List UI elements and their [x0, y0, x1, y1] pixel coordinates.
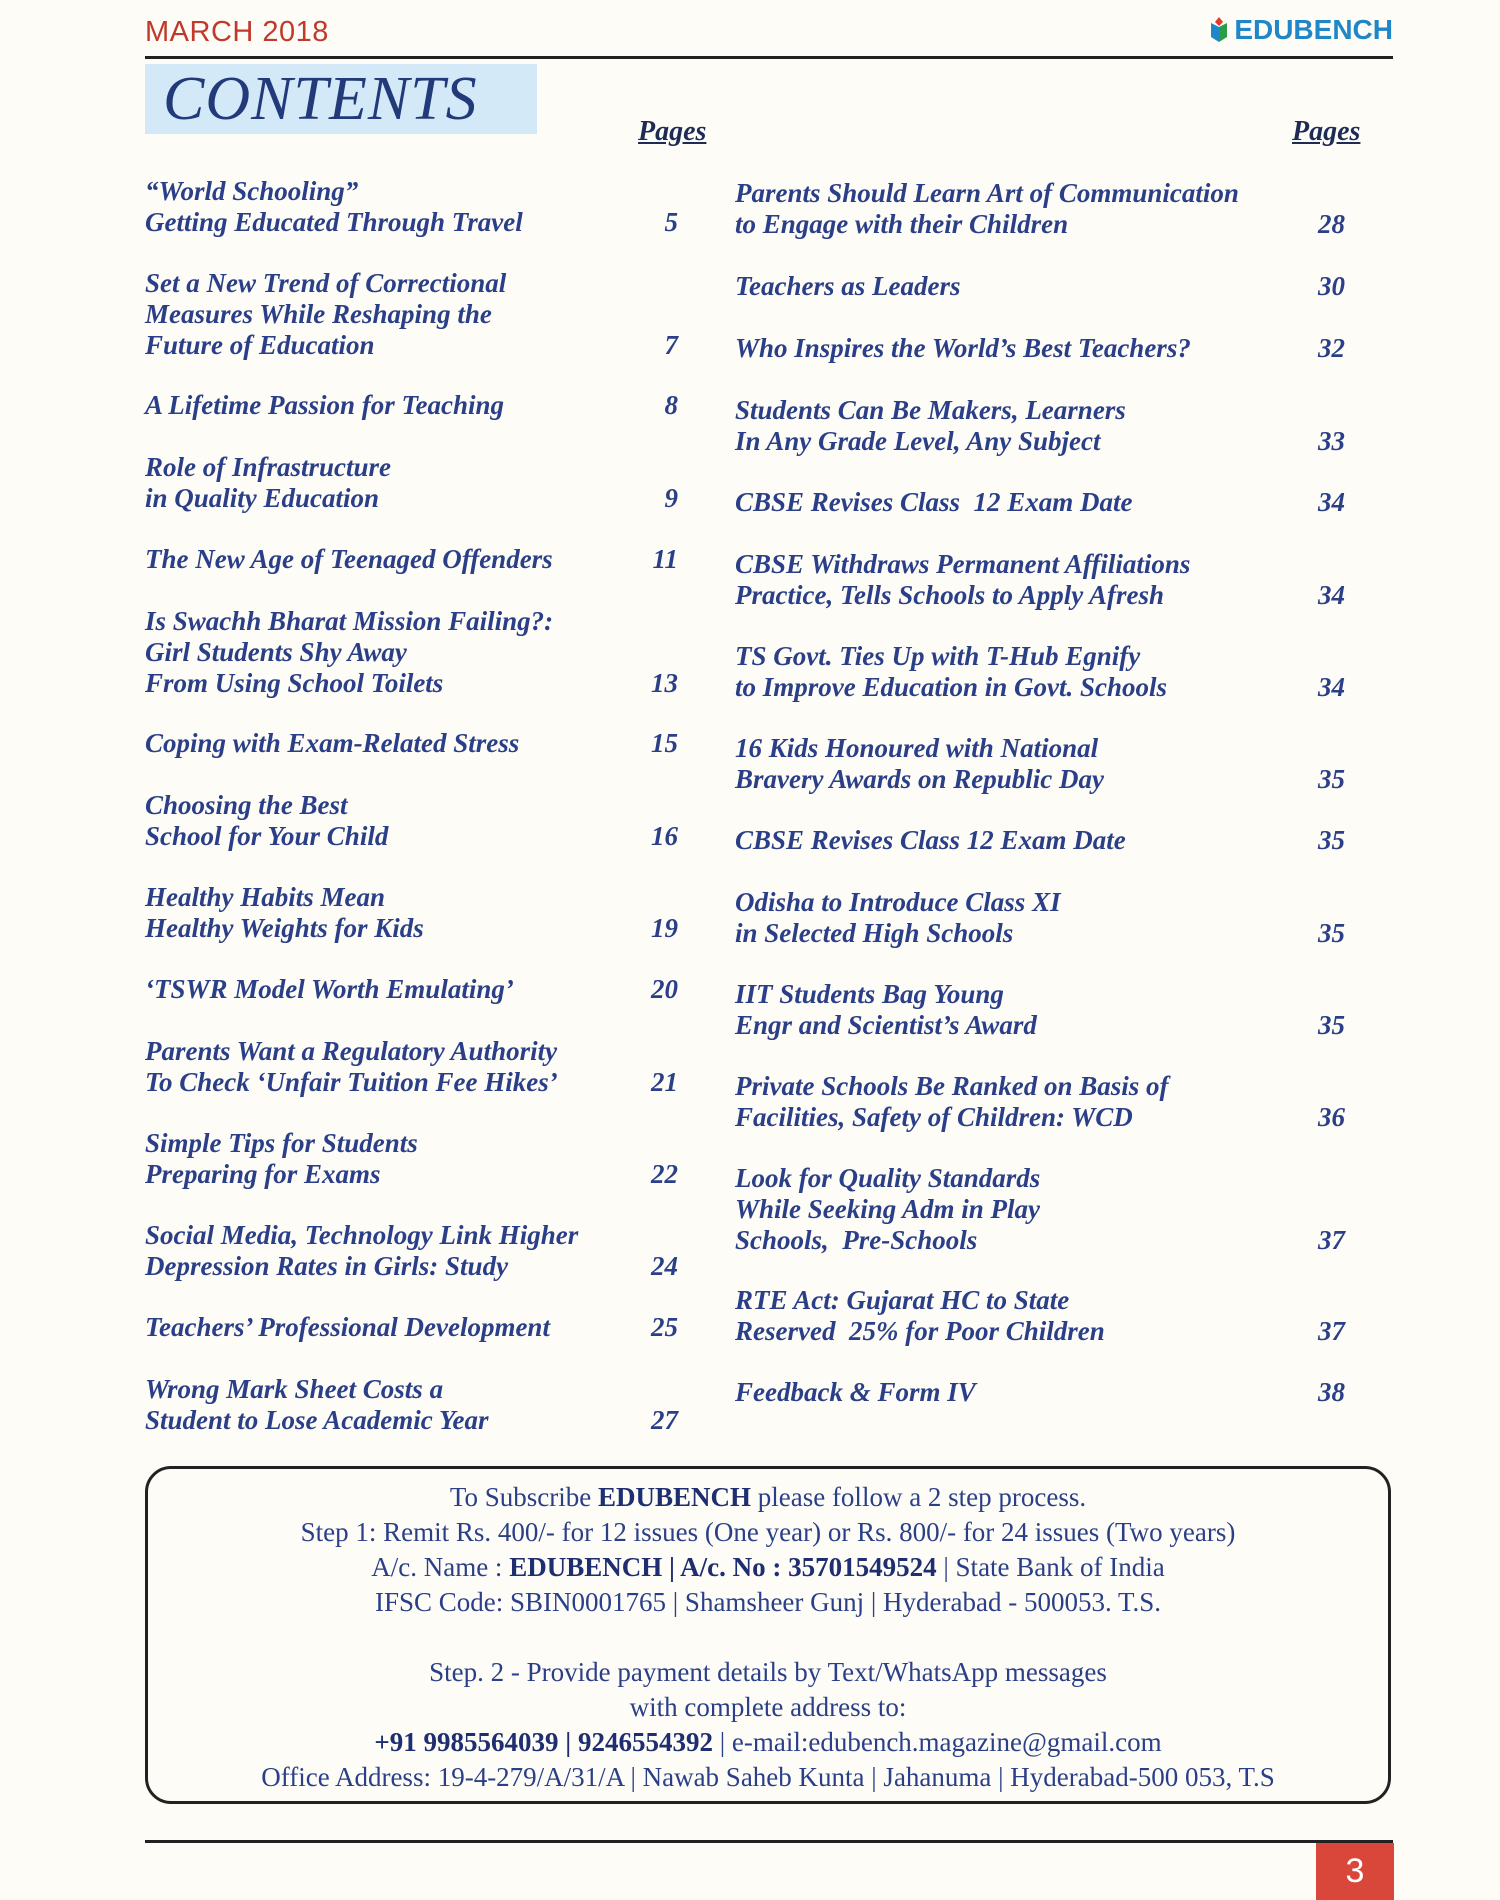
pages-heading-right: Pages: [1292, 116, 1361, 147]
page-number: 3: [1316, 1843, 1394, 1900]
toc-entry-page: 35: [1318, 825, 1345, 855]
toc-entry: [735, 1163, 1345, 1256]
toc-entry: [145, 790, 678, 852]
toc-entry-title: Parents Should Learn Art of Communication to Engage with their Children: [735, 178, 1239, 239]
toc-entry-title: Is Swachh Bharat Mission Failing?: Girl Students Shy Away From Using School Toilets: [145, 606, 554, 698]
toc-entry-page: 38: [1318, 1377, 1345, 1407]
footer-rule: [145, 1840, 1393, 1843]
toc-entry: [735, 1071, 1345, 1133]
toc-entry-page: 15: [651, 728, 678, 758]
toc-entry-title: The New Age of Teenaged Offenders: [145, 544, 553, 574]
toc-entry-title: “World Schooling” Getting Educated Through Travel: [145, 176, 523, 237]
subscribe-line-2: Step 1: Remit Rs. 400/- for 12 issues (One year) or Rs. 800/- for 24 issues (Two years): [300, 1517, 1236, 1547]
toc-entry-title: Social Media, Technology Link Higher Depression Rates in Girls: Study: [145, 1220, 579, 1281]
toc-entry: [145, 1036, 678, 1098]
toc-entry-page: 22: [651, 1159, 678, 1189]
title-box: [145, 64, 537, 134]
page-title: CONTENTS: [163, 65, 478, 133]
toc-entry-title: Simple Tips for Students Preparing for Exams: [145, 1128, 418, 1189]
toc-entry-page: 9: [664, 483, 678, 513]
toc-entry-title: A Lifetime Passion for Teaching: [145, 390, 505, 420]
toc-entry: [735, 641, 1345, 703]
toc-entry-title: CBSE Revises Class 12 Exam Date: [735, 825, 1126, 855]
brand-logo: [1210, 14, 1393, 46]
toc-entry: [145, 452, 678, 514]
toc-entry-page: 33: [1318, 426, 1345, 456]
toc-entry-title: CBSE Revises Class 12 Exam Date: [735, 487, 1133, 517]
toc-entry-page: 11: [652, 544, 678, 574]
toc-entry-title: Private Schools Be Ranked on Basis of Facilities, Safety of Children: WCD: [735, 1071, 1169, 1132]
toc-entry-page: 32: [1318, 333, 1345, 363]
toc-entry-page: 36: [1318, 1102, 1345, 1132]
toc-entry-title: Coping with Exam-Related Stress: [145, 728, 520, 758]
toc-entry-page: 35: [1318, 918, 1345, 948]
toc-entry: [145, 1374, 678, 1436]
toc-entry-title: Odisha to Introduce Class XI in Selected High Schools: [735, 887, 1061, 948]
toc-entry: [145, 268, 678, 361]
book-icon: [1210, 17, 1228, 43]
subscribe-line-5: Step. 2 - Provide payment details by Text/WhatsApp messages: [429, 1657, 1107, 1687]
toc-entry-page: 20: [651, 974, 678, 1004]
toc-entry: [145, 1128, 678, 1190]
toc-entry: [735, 979, 1345, 1041]
toc-entry: [735, 887, 1345, 949]
toc-entry: [735, 333, 1345, 364]
toc-entry-title: CBSE Withdraws Permanent Affiliations Practice, Tells Schools to Apply Afresh: [735, 549, 1191, 610]
header-date: MARCH 2018: [145, 16, 329, 48]
subscribe-line-6: with complete address to:: [629, 1692, 907, 1722]
toc-entry-page: 34: [1318, 580, 1345, 610]
toc-entry: [735, 733, 1345, 795]
toc-entry: [735, 1285, 1345, 1347]
toc-entry: [145, 1312, 678, 1343]
toc-entry-page: 27: [651, 1405, 678, 1435]
toc-entry: [145, 728, 678, 759]
toc-entry: [735, 549, 1345, 611]
toc-entry-page: 30: [1318, 271, 1345, 301]
toc-entry: [145, 1220, 678, 1282]
pages-heading-left: Pages: [638, 116, 707, 147]
toc-entry-page: 8: [664, 390, 678, 420]
toc-entry-page: 34: [1318, 672, 1345, 702]
toc-entry: [735, 825, 1345, 856]
toc-entry-page: 28: [1318, 209, 1345, 239]
toc-entry-title: Role of Infrastructure in Quality Education: [145, 452, 392, 513]
toc-entry-page: 35: [1318, 1010, 1345, 1040]
toc-entry-title: Choosing the Best School for Your Child: [145, 790, 389, 851]
toc-entry: [735, 395, 1345, 457]
toc-entry-title: 16 Kids Honoured with National Bravery Awards on Republic Day: [735, 733, 1104, 794]
toc-entry-page: 37: [1318, 1225, 1345, 1255]
toc-entry-title: Students Can Be Makers, Learners In Any Grade Level, Any Subject: [735, 395, 1126, 456]
toc-entry: [145, 176, 678, 238]
toc-entry-title: TS Govt. Ties Up with T-Hub Egnify to Improve Education in Govt. Schools: [735, 641, 1168, 702]
toc-entry-page: 35: [1318, 764, 1345, 794]
toc-entry: [145, 974, 678, 1005]
toc-entry-page: 13: [651, 668, 678, 698]
toc-entry-title: Who Inspires the World’s Best Teachers?: [735, 333, 1191, 363]
brand-name: EDUBENCH: [1234, 14, 1393, 45]
subscribe-line-8: Office Address: 19-4-279/A/31/A | Nawab Saheb Kunta | Jahanuma | Hyderabad-500 053, T.S: [261, 1762, 1275, 1792]
toc-entry-title: Teachers as Leaders: [735, 271, 961, 301]
toc-entry-title: Feedback & Form IV: [735, 1377, 976, 1407]
toc-entry: [735, 271, 1345, 302]
header-rule: [145, 56, 1393, 59]
toc-entry: [735, 487, 1345, 518]
subscribe-line-7: +91 9985564039 | 9246554392 | e-mail:edubench.magazine@gmail.com: [374, 1727, 1162, 1757]
toc-entry-title: Healthy Habits Mean Healthy Weights for Kids: [145, 882, 424, 943]
toc-entry-title: Look for Quality Standards While Seeking Adm in Play Schools, Pre-Schools: [735, 1163, 1041, 1255]
toc-entry-page: 21: [651, 1067, 678, 1097]
toc-entry-title: Set a New Trend of Correctional Measures While Reshaping the Future of Education: [145, 268, 507, 360]
subscribe-line-3: A/c. Name : EDUBENCH | A/c. No : 35701549524 | State Bank of India: [371, 1552, 1165, 1582]
toc-entry: [145, 544, 678, 575]
toc-entry-page: 5: [664, 207, 678, 237]
toc-entry-page: 16: [651, 821, 678, 851]
toc-entry-page: 24: [651, 1251, 678, 1281]
toc-entry-page: 19: [651, 913, 678, 943]
toc-entry: [735, 1377, 1345, 1408]
toc-entry-title: RTE Act: Gujarat HC to State Reserved 25% for Poor Children: [735, 1285, 1105, 1346]
toc-entry-page: 25: [651, 1312, 678, 1342]
toc-entry-title: Wrong Mark Sheet Costs a Student to Lose Academic Year: [145, 1374, 489, 1435]
toc-entry-page: 37: [1318, 1316, 1345, 1346]
toc-entry-page: 34: [1318, 487, 1345, 517]
toc-entry: [145, 882, 678, 944]
subscribe-line-1: To Subscribe EDUBENCH please follow a 2 step process.: [449, 1482, 1087, 1512]
toc-entry-title: IIT Students Bag Young Engr and Scientist’s Award: [735, 979, 1037, 1040]
subscribe-box: [145, 1466, 1391, 1804]
toc-entry-page: 7: [664, 330, 678, 360]
toc-entry-title: Parents Want a Regulatory Authority To Check ‘Unfair Tuition Fee Hikes’: [145, 1036, 558, 1097]
toc-entry: [145, 606, 678, 699]
toc-entry-title: Teachers’ Professional Development: [145, 1312, 550, 1342]
toc-entry: [145, 390, 678, 421]
toc-entry: [735, 178, 1345, 240]
subscribe-line-4: IFSC Code: SBIN0001765 | Shamsheer Gunj | Hyderabad - 500053. T.S.: [374, 1587, 1162, 1617]
toc-entry-title: ‘TSWR Model Worth Emulating’: [145, 974, 514, 1004]
